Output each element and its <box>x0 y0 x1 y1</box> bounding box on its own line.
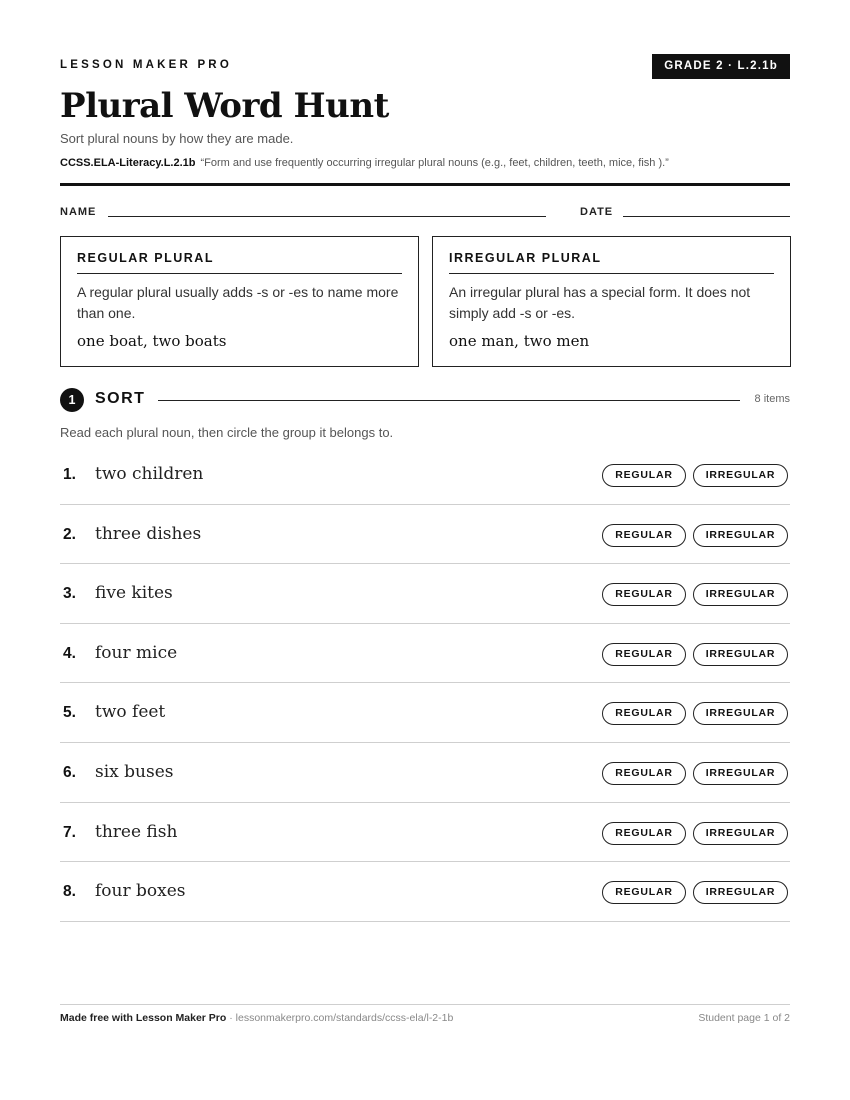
list-item <box>60 862 790 922</box>
standard-code: CCSS.ELA-Literacy.L.2.1b <box>60 157 196 169</box>
worksheet-page <box>60 0 790 1100</box>
irregular-option[interactable]: IRREGULAR <box>693 524 788 547</box>
item-number: 3. <box>63 585 76 603</box>
card-title: REGULAR PLURAL <box>77 251 402 274</box>
irregular-option[interactable]: IRREGULAR <box>693 702 788 725</box>
irregular-option[interactable]: IRREGULAR <box>693 881 788 904</box>
regular-option[interactable]: REGULAR <box>602 762 686 785</box>
item-list <box>60 445 790 922</box>
item-word: six buses <box>95 761 174 782</box>
date-field[interactable] <box>623 216 790 217</box>
item-word: three fish <box>95 821 178 842</box>
item-word: four boxes <box>95 881 186 902</box>
item-number: 2. <box>63 525 76 543</box>
card-title: IRREGULAR PLURAL <box>449 251 774 274</box>
regular-plural-card <box>60 236 419 367</box>
card-example: one boat, two boats <box>77 332 227 350</box>
footer-credit <box>60 1012 453 1024</box>
standard-line <box>60 157 669 169</box>
item-number: 1. <box>63 466 76 483</box>
footer-brand: Made free with Lesson Maker Pro <box>60 1012 227 1024</box>
irregular-option[interactable]: IRREGULAR <box>693 583 788 606</box>
list-item <box>60 564 790 624</box>
regular-option[interactable]: REGULAR <box>602 464 686 487</box>
item-number: 6. <box>63 763 76 781</box>
irregular-option[interactable]: IRREGULAR <box>693 643 788 666</box>
irregular-plural-card <box>432 236 791 367</box>
list-item <box>60 445 790 505</box>
instructions: Read each plural noun, then circle the group it belongs to. <box>60 425 394 440</box>
item-number: 5. <box>63 704 76 722</box>
regular-option[interactable]: REGULAR <box>602 643 686 666</box>
header-divider <box>60 183 790 186</box>
footer-url[interactable]: lessonmakerpro.com/standards/ccss-ela/l-2-1b <box>235 1012 454 1024</box>
section-header <box>60 388 790 412</box>
irregular-option[interactable]: IRREGULAR <box>693 822 788 845</box>
grade-badge: GRADE 2 · L.2.1b <box>652 54 790 79</box>
page-title: Plural Word Hunt <box>60 86 389 126</box>
item-number: 8. <box>63 883 76 901</box>
section-divider <box>158 400 740 401</box>
card-text: A regular plural usually adds -s or -es to name more than one. <box>77 284 399 321</box>
item-word: two children <box>95 464 204 484</box>
card-example: one man, two men <box>449 332 590 350</box>
list-item <box>60 803 790 863</box>
irregular-option[interactable]: IRREGULAR <box>693 464 788 487</box>
irregular-option[interactable]: IRREGULAR <box>693 762 788 785</box>
item-word: three dishes <box>95 523 202 544</box>
regular-option[interactable]: REGULAR <box>602 702 686 725</box>
top-bar <box>60 54 790 80</box>
name-field[interactable] <box>108 216 546 217</box>
list-item <box>60 505 790 565</box>
item-number: 7. <box>63 823 76 841</box>
page-indicator: Student page 1 of 2 <box>698 1012 790 1024</box>
section-title: SORT <box>95 390 146 407</box>
date-label: DATE <box>580 206 614 218</box>
item-count: 8 items <box>754 393 790 405</box>
item-word: two feet <box>95 702 166 723</box>
item-number: 4. <box>63 644 76 662</box>
card-text: An irregular plural has a special form. It does not simply add -s or -es. <box>449 284 751 321</box>
footer-separator: · <box>226 1012 236 1024</box>
item-word: four mice <box>95 642 178 663</box>
brand-name: LESSON MAKER PRO <box>60 59 232 71</box>
regular-option[interactable]: REGULAR <box>602 822 686 845</box>
regular-option[interactable]: REGULAR <box>602 524 686 547</box>
list-item <box>60 743 790 803</box>
item-word: five kites <box>95 583 173 604</box>
list-item <box>60 624 790 684</box>
section-number-badge: 1 <box>60 388 84 412</box>
name-label: NAME <box>60 206 97 218</box>
list-item <box>60 683 790 743</box>
regular-option[interactable]: REGULAR <box>602 881 686 904</box>
page-subtitle: Sort plural nouns by how they are made. <box>60 131 294 146</box>
footer-divider <box>60 1004 790 1005</box>
standard-text: “Form and use frequently occurring irregular plural nouns (e.g., feet, children, teeth, mice, fish ).” <box>200 157 669 169</box>
regular-option[interactable]: REGULAR <box>602 583 686 606</box>
